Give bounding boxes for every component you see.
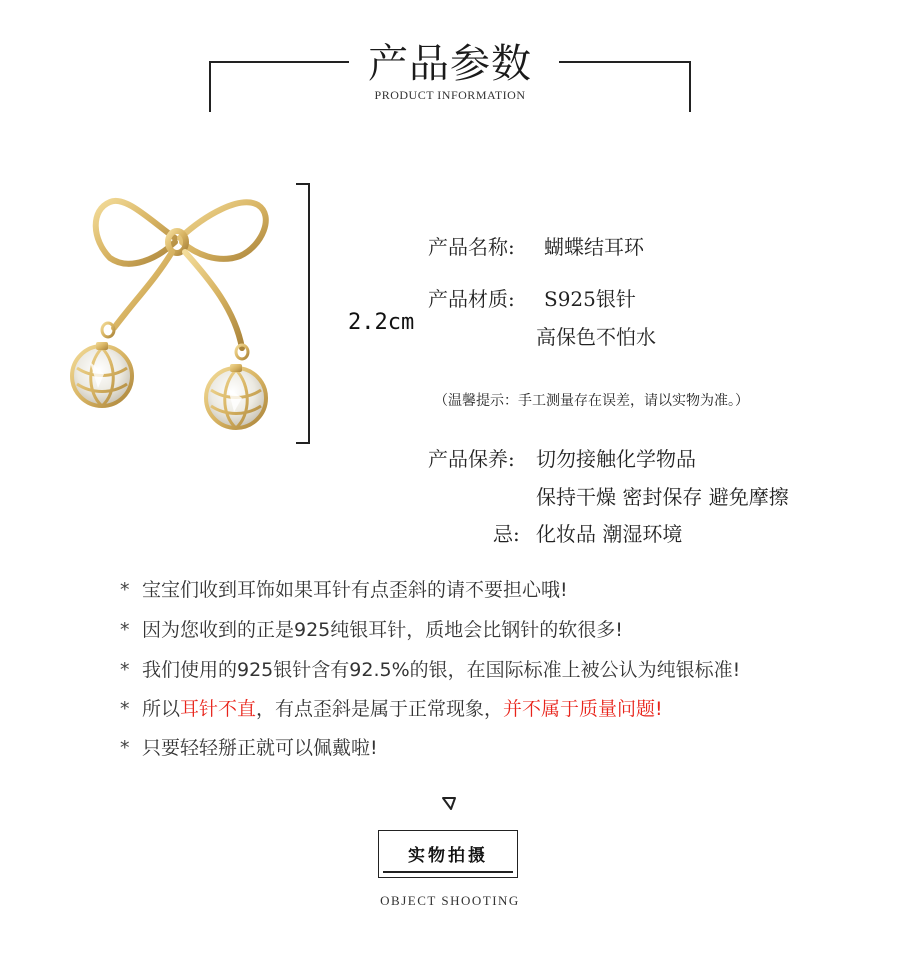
star-bullet: * xyxy=(120,579,130,601)
note-highlight: 并不属于质量问题! xyxy=(503,698,663,720)
note-text: ，有点歪斜是属于正常现象， xyxy=(256,698,504,720)
param-name-value: 蝴蝶结耳环 xyxy=(544,235,644,259)
object-shooting-subtitle: OBJECT SHOOTING xyxy=(380,893,520,908)
param-avoid-value: 化妆品 潮湿环境 xyxy=(536,522,683,546)
param-name-label: 产品名称: xyxy=(428,235,515,259)
note-text: 宝宝们收到耳饰如果耳针有点歪斜的请不要担心哦! xyxy=(142,579,568,601)
page-title: 产品参数 xyxy=(368,41,532,87)
note-line-2 xyxy=(120,615,623,642)
star-bullet: * xyxy=(120,737,130,759)
object-shooting-badge xyxy=(378,830,518,878)
note-line-3 xyxy=(120,655,740,682)
param-material-label: 产品材质: xyxy=(428,287,515,311)
bow-earring-image xyxy=(30,180,290,440)
note-text: 只要轻轻掰正就可以佩戴啦! xyxy=(142,737,378,759)
note-line-1 xyxy=(120,575,568,602)
dimension-label: 2.2cm xyxy=(348,310,415,335)
note-text: 我们使用的925银针含有92.5%的银，在国际标准上被公认为纯银标准! xyxy=(142,659,741,681)
note-highlight: 耳针不直 xyxy=(180,698,257,720)
param-material-value: S925银针 xyxy=(544,287,636,311)
note-text: 因为您收到的正是925纯银耳针，质地会比钢针的软很多! xyxy=(142,619,623,641)
measurement-note: （温馨提示：手工测量存在误差，请以实物为准。） xyxy=(434,393,749,409)
page-subtitle: PRODUCT INFORMATION xyxy=(374,88,526,102)
note-line-5 xyxy=(120,733,378,760)
param-material-value-2: 高保色不怕水 xyxy=(536,325,656,349)
dimension-bracket xyxy=(296,183,310,444)
triangle-icon xyxy=(440,795,458,811)
star-bullet: * xyxy=(120,659,130,681)
param-avoid-label: 忌: xyxy=(493,522,520,546)
param-care-value-2: 保持干燥 密封保存 避免摩擦 xyxy=(536,485,789,509)
param-care-label: 产品保养: xyxy=(428,447,515,471)
note-text: 所以 xyxy=(142,698,181,720)
note-line-4 xyxy=(120,694,663,721)
star-bullet: * xyxy=(120,698,130,720)
param-care-value: 切勿接触化学物品 xyxy=(536,447,696,471)
star-bullet: * xyxy=(120,619,130,641)
object-shooting-label: 实物拍摄 xyxy=(383,835,513,873)
